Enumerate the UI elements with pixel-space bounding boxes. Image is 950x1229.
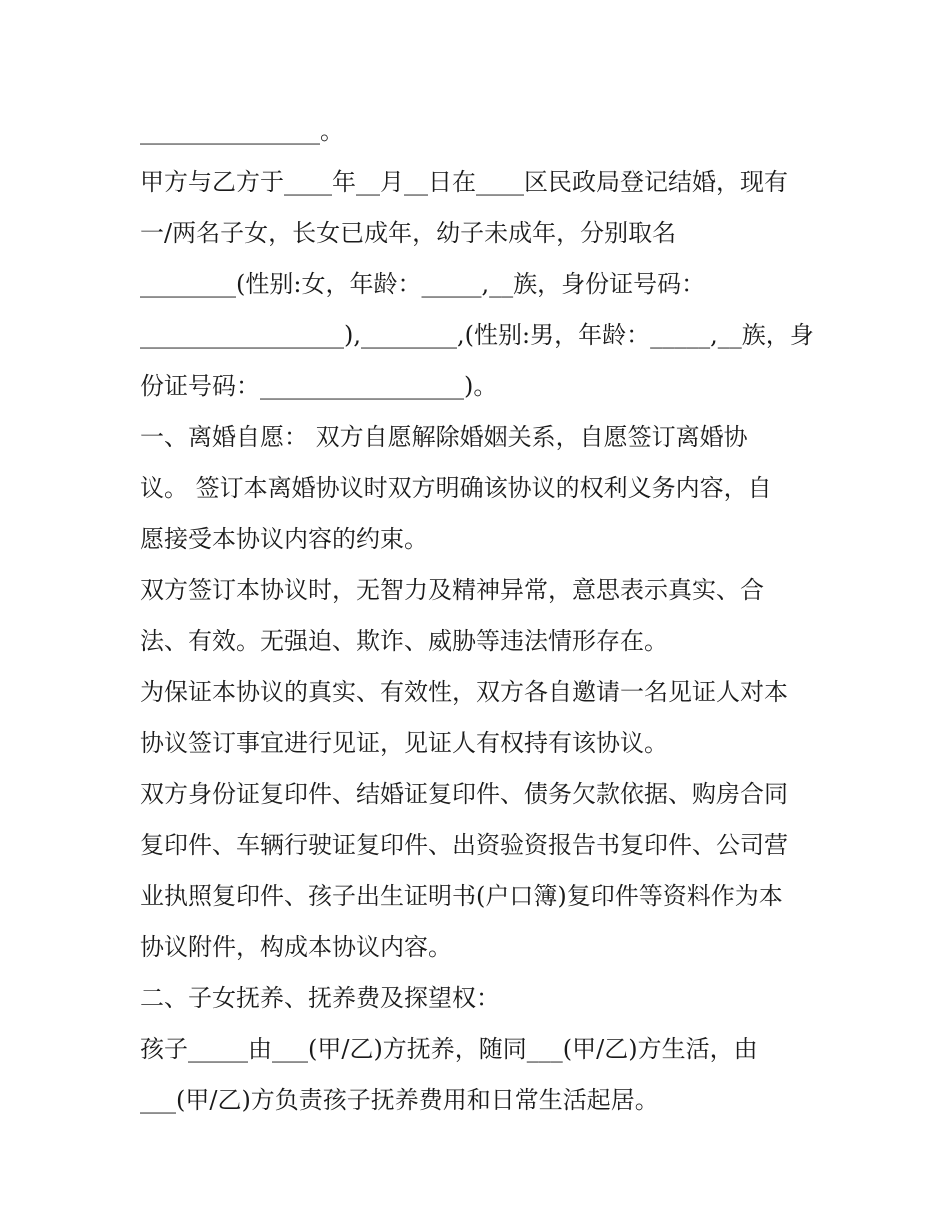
text-line: 法、有效。无强迫、欺诈、威胁等违法情形存在。 [140, 627, 668, 655]
text-line: 份证号码：_________________)。 [140, 372, 498, 400]
text-line: 一/两名子女，长女已成年，幼子未成年，分别取名 [140, 219, 677, 247]
text-line: 复印件、车辆行驶证复印件、出资验资报告书复印件、公司营 [140, 831, 788, 859]
text-line: _______________。 [140, 117, 344, 145]
text-line: 一、离婚自愿： 双方自愿解除婚姻关系，自愿签订离婚协 [140, 423, 748, 451]
text-line: 议。 签订本离婚协议时双方明确该协议的权利义务内容，自 [140, 474, 772, 502]
document-body [140, 106, 830, 1126]
text-line: 二、子女抚养、抚养费及探望权： [140, 984, 500, 1012]
text-line: 孩子_____由___(甲/乙)方抚养，随同___(甲/乙)方生活，由 [140, 1035, 758, 1063]
text-line: _________________),________,(性别:男，年龄：_____,__族，身 [140, 321, 814, 349]
text-line: 双方签订本协议时，无智力及精神异常，意思表示真实、合 [140, 576, 764, 604]
text-line: 业执照复印件、孩子出生证明书(户口簿)复印件等资料作为本 [140, 882, 783, 910]
text-line: 双方身份证复印件、结婚证复印件、债务欠款依据、购房合同 [140, 780, 788, 808]
text-line: ________(性别:女，年龄：_____,__族，身份证号码： [140, 270, 706, 298]
text-line: 愿接受本协议内容的约束。 [140, 525, 428, 553]
text-line: 为保证本协议的真实、有效性，双方各自邀请一名见证人对本 [140, 678, 788, 706]
text-line: 甲方与乙方于____年__月__日在____区民政局登记结婚，现有 [140, 168, 788, 196]
text-line: ___(甲/乙)方负责孩子抚养费用和日常生活起居。 [140, 1086, 659, 1114]
text-line: 协议签订事宜进行见证，见证人有权持有该协议。 [140, 729, 668, 757]
text-line: 协议附件，构成本协议内容。 [140, 933, 452, 961]
